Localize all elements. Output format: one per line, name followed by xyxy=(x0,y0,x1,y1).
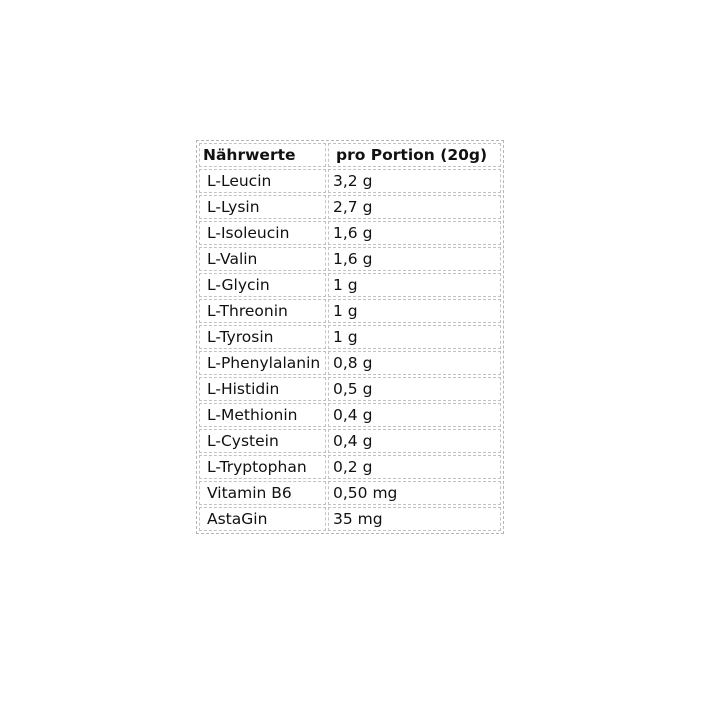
table-row xyxy=(199,247,501,271)
nutrient-amount: 1,6 g xyxy=(328,221,501,245)
nutrient-name: L-Leucin xyxy=(199,169,326,193)
table-row xyxy=(199,455,501,479)
table-row xyxy=(199,195,501,219)
table-row xyxy=(199,221,501,245)
nutrition-table xyxy=(196,140,504,534)
nutrient-name: L-Tyrosin xyxy=(199,325,326,349)
table-header xyxy=(199,143,501,167)
nutrient-amount: 1 g xyxy=(328,325,501,349)
nutrient-amount: 0,5 g xyxy=(328,377,501,401)
table-row xyxy=(199,507,501,531)
nutrient-name: L-Valin xyxy=(199,247,326,271)
nutrient-amount: 2,7 g xyxy=(328,195,501,219)
nutrient-name: L-Methionin xyxy=(199,403,326,427)
nutrient-name: L-Histidin xyxy=(199,377,326,401)
nutrient-name: L-Isoleucin xyxy=(199,221,326,245)
nutrient-name: L-Glycin xyxy=(199,273,326,297)
table-row xyxy=(199,429,501,453)
table-body xyxy=(199,169,501,531)
nutrient-amount: 35 mg xyxy=(328,507,501,531)
nutrient-name: L-Tryptophan xyxy=(199,455,326,479)
table-row xyxy=(199,273,501,297)
nutrient-amount: 1 g xyxy=(328,299,501,323)
nutrient-amount: 3,2 g xyxy=(328,169,501,193)
table-row xyxy=(199,299,501,323)
column-header-nutrient: Nährwerte xyxy=(199,143,326,167)
nutrient-name: AstaGin xyxy=(199,507,326,531)
nutrient-amount: 0,8 g xyxy=(328,351,501,375)
nutrient-amount: 0,50 mg xyxy=(328,481,501,505)
table-row xyxy=(199,325,501,349)
nutrient-amount: 0,2 g xyxy=(328,455,501,479)
nutrient-name: Vitamin B6 xyxy=(199,481,326,505)
table-row xyxy=(199,403,501,427)
table-row xyxy=(199,377,501,401)
nutrient-name: L-Lysin xyxy=(199,195,326,219)
header-row xyxy=(199,143,501,167)
table-row xyxy=(199,481,501,505)
table-row xyxy=(199,351,501,375)
nutrient-amount: 0,4 g xyxy=(328,429,501,453)
column-header-per-serving: pro Portion (20g) xyxy=(328,143,501,167)
nutrient-amount: 1 g xyxy=(328,273,501,297)
table-row xyxy=(199,169,501,193)
nutrient-amount: 0,4 g xyxy=(328,403,501,427)
nutrient-name: L-Phenylalanin xyxy=(199,351,326,375)
nutrient-name: L-Cystein xyxy=(199,429,326,453)
nutrient-amount: 1,6 g xyxy=(328,247,501,271)
nutrient-name: L-Threonin xyxy=(199,299,326,323)
